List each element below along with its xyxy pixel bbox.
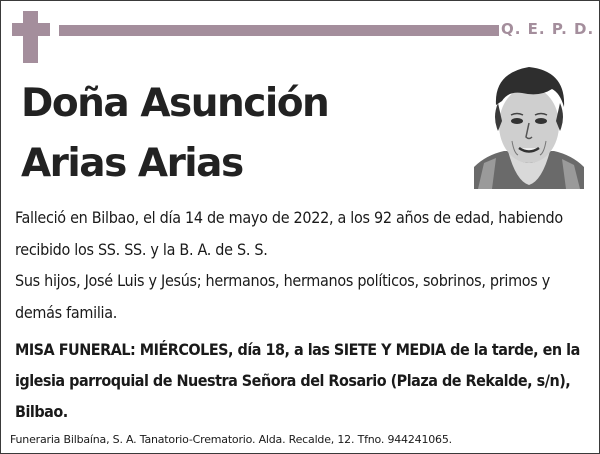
family-paragraph: Sus hijos, José Luis y Jesús; hermanos, hermanos políticos, sobrinos, primos y demás familia. [15, 271, 550, 322]
cross-icon [23, 11, 38, 63]
cross-icon-arm [12, 23, 50, 36]
deceased-name-line2: Arias Arias [21, 141, 243, 186]
funeral-mass-paragraph: MISA FUNERAL: MIÉRCOLES, día 18, a las SIETE Y MEDIA de la tarde, en la iglesia parroquial de Nuestra Señora del Rosario (Plaza de Rekalde, s/n), Bilbao. [15, 340, 580, 421]
portrait-photo [474, 63, 584, 189]
deceased-name-line1: Doña Asunción [21, 81, 329, 126]
header-bar [59, 25, 499, 36]
qepd-label: Q. E. P. D. [501, 20, 595, 38]
funeral-home-footer: Funeraria Bilbaína, S. A. Tanatorio-Crematorio. Alda. Recalde, 12. Tfno. 944241065. [10, 433, 452, 446]
death-notice-paragraph: Falleció en Bilbao, el día 14 de mayo de 2022, a los 92 años de edad, habiendo recibido los SS. SS. y la B. A. de S. S. [15, 208, 563, 259]
